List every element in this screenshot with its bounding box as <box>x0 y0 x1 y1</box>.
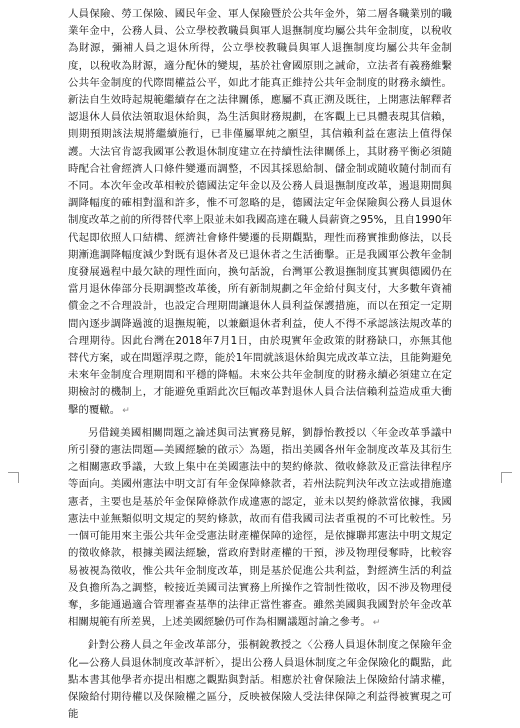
document-body <box>68 6 452 728</box>
paragraph-mark-icon: ↵ <box>372 618 381 629</box>
paragraph-3 <box>68 637 452 723</box>
margin-corner-mark-right <box>501 472 512 483</box>
margin-corner-mark-left <box>8 472 19 483</box>
paragraph-3-text: 針對公務人員之年金改革部分，張桐銳教授之〈公務人員退休制度之保險年金化—公務人員退休制度改革評析〉，提出公務人員退休制度之年金保險化的觀點，此點本書其他學者亦提出相應之觀點與對話。相應於社會保險法上保險給付請求權，保險給付期待權以及保險權之區分，反映被保險人受法律保障之利益得被實現之可能 <box>68 639 452 721</box>
paragraph-mark-icon: ↵ <box>122 405 130 416</box>
paragraph-2-text: 另借鏡美國相關問題之論述與司法實務見解，劉靜怡教授以〈年金改革爭議中所引發的憲法問題—美國經驗的啟示〉為題，指出美國各州年金制度改革及其衍生之相關憲政爭議，大致上集中在美國憲法中的契約條款、徵收條款及正當法律程序等面向。美國州憲法中明文訂有年金保障條款者，若州法院判決年改立法或措施違憲者，主要也是基於年金保障條款作成違憲的認定，並未以契約條款當依據，我國憲法中並無類似明文規定的契約條款，故而有借我國司法者重視的不可比較性。另一個可能用來主張公共年金受憲法財產權保障的途徑，是依據聯邦憲法中明文規定的徵收條款，根據美國法經驗，當政府對財產權的干預，涉及物理侵奪時，比較容易被視為徵收，惟公共年金制度改革，則是基於促進公共利益，對經濟生活的利益及負擔所為之調整，較接近美國司法實務上所操作之管制性徵收，因不涉及物理侵奪，多能通過適合管理審查基準的法律正當性審查。雖然美國與我國對於年金改革相關規範有所差異，上述美國經驗仍可作為相關議題討論之參考。 <box>68 426 452 629</box>
paragraph-1-text: 人員保險、勞工保險、國民年金、軍人保險暨於公共年金外，第二層各職業別的職業年金中，公務人員、公立學校教職員與軍人退撫制度均屬公共年金制度，以稅收為財源，彌補人員之退休所得，公立學校教職員與軍人退撫制度均屬公共年金制度，以稅收為財源，適分配休的變規，基於社會國原則之誡命，立法者有義務維繫公共年金制度的代際間權益公平，如此才能真正維持公共年金制度的財務永續性。新法自生效時起規範繼續存在之法律關係，應屬不真正溯及既往，上開憲法解釋者認退休人員依法領取退休給與，為生活與財務規劃，在客觀上已具體表現其信賴，則期預期該法規將繼續施行，已非僅屬單純之願望，其信賴利益在憲法上值得保護。大法官肯認我國軍公教退休制度建立在持續性法律關係上，其財務平衡必須隨時配合社會經濟人口條件變遷而調整，不因其採恩給制、儲金制或隨收隨付制而有不同。本次年金改革相較於德國法定年金以及公務人員退撫制度改革，遏退期間與調降幅度的確相對溫和許多，惟不可忽略的是，德國法定年金保險與公務人員退休制度改革之前的所得替代率上限並未如我國高達在職人員薪資之95%，且自1990年代起即依照人口結構、經濟社會條件變遷的長期觀點，理性而務實推動修法，以長期漸進調降幅度減少對既有退休者及已退休者之生活衝擊。正是我國軍公教年金制度發展過程中最欠缺的理性面向，換句話說，台灣軍公教退撫制度其實與德國仍在當月退休俸部分長期調整改革後，所有新制規劃之年金給付與支付，大多數年資補償金之不合理設計，也設定合理期間讓退休人員利益保護措施，而以在預定一定期間內逐步調降過渡的退撫規範，以兼顧退休者利益，使人不得不承認該法規改革的合理期待。因此台灣在2018年7月1日，由於現實年金政策的財務缺口，亦無其他替代方案，或在問題浮現之際，能於1年間就該退休給與完成改革立法，且能夠避免未來年金制度合理期間和平穩的降幅。未來公共年金制度的財務永續必須建立在定期檢討的機制上，才能避免重蹈此次巨幅改革對退休人員合法信賴利益造成重大衝擊的覆轍。 <box>68 8 452 416</box>
paragraph-2 <box>68 425 452 632</box>
paragraph-1 <box>68 6 452 420</box>
